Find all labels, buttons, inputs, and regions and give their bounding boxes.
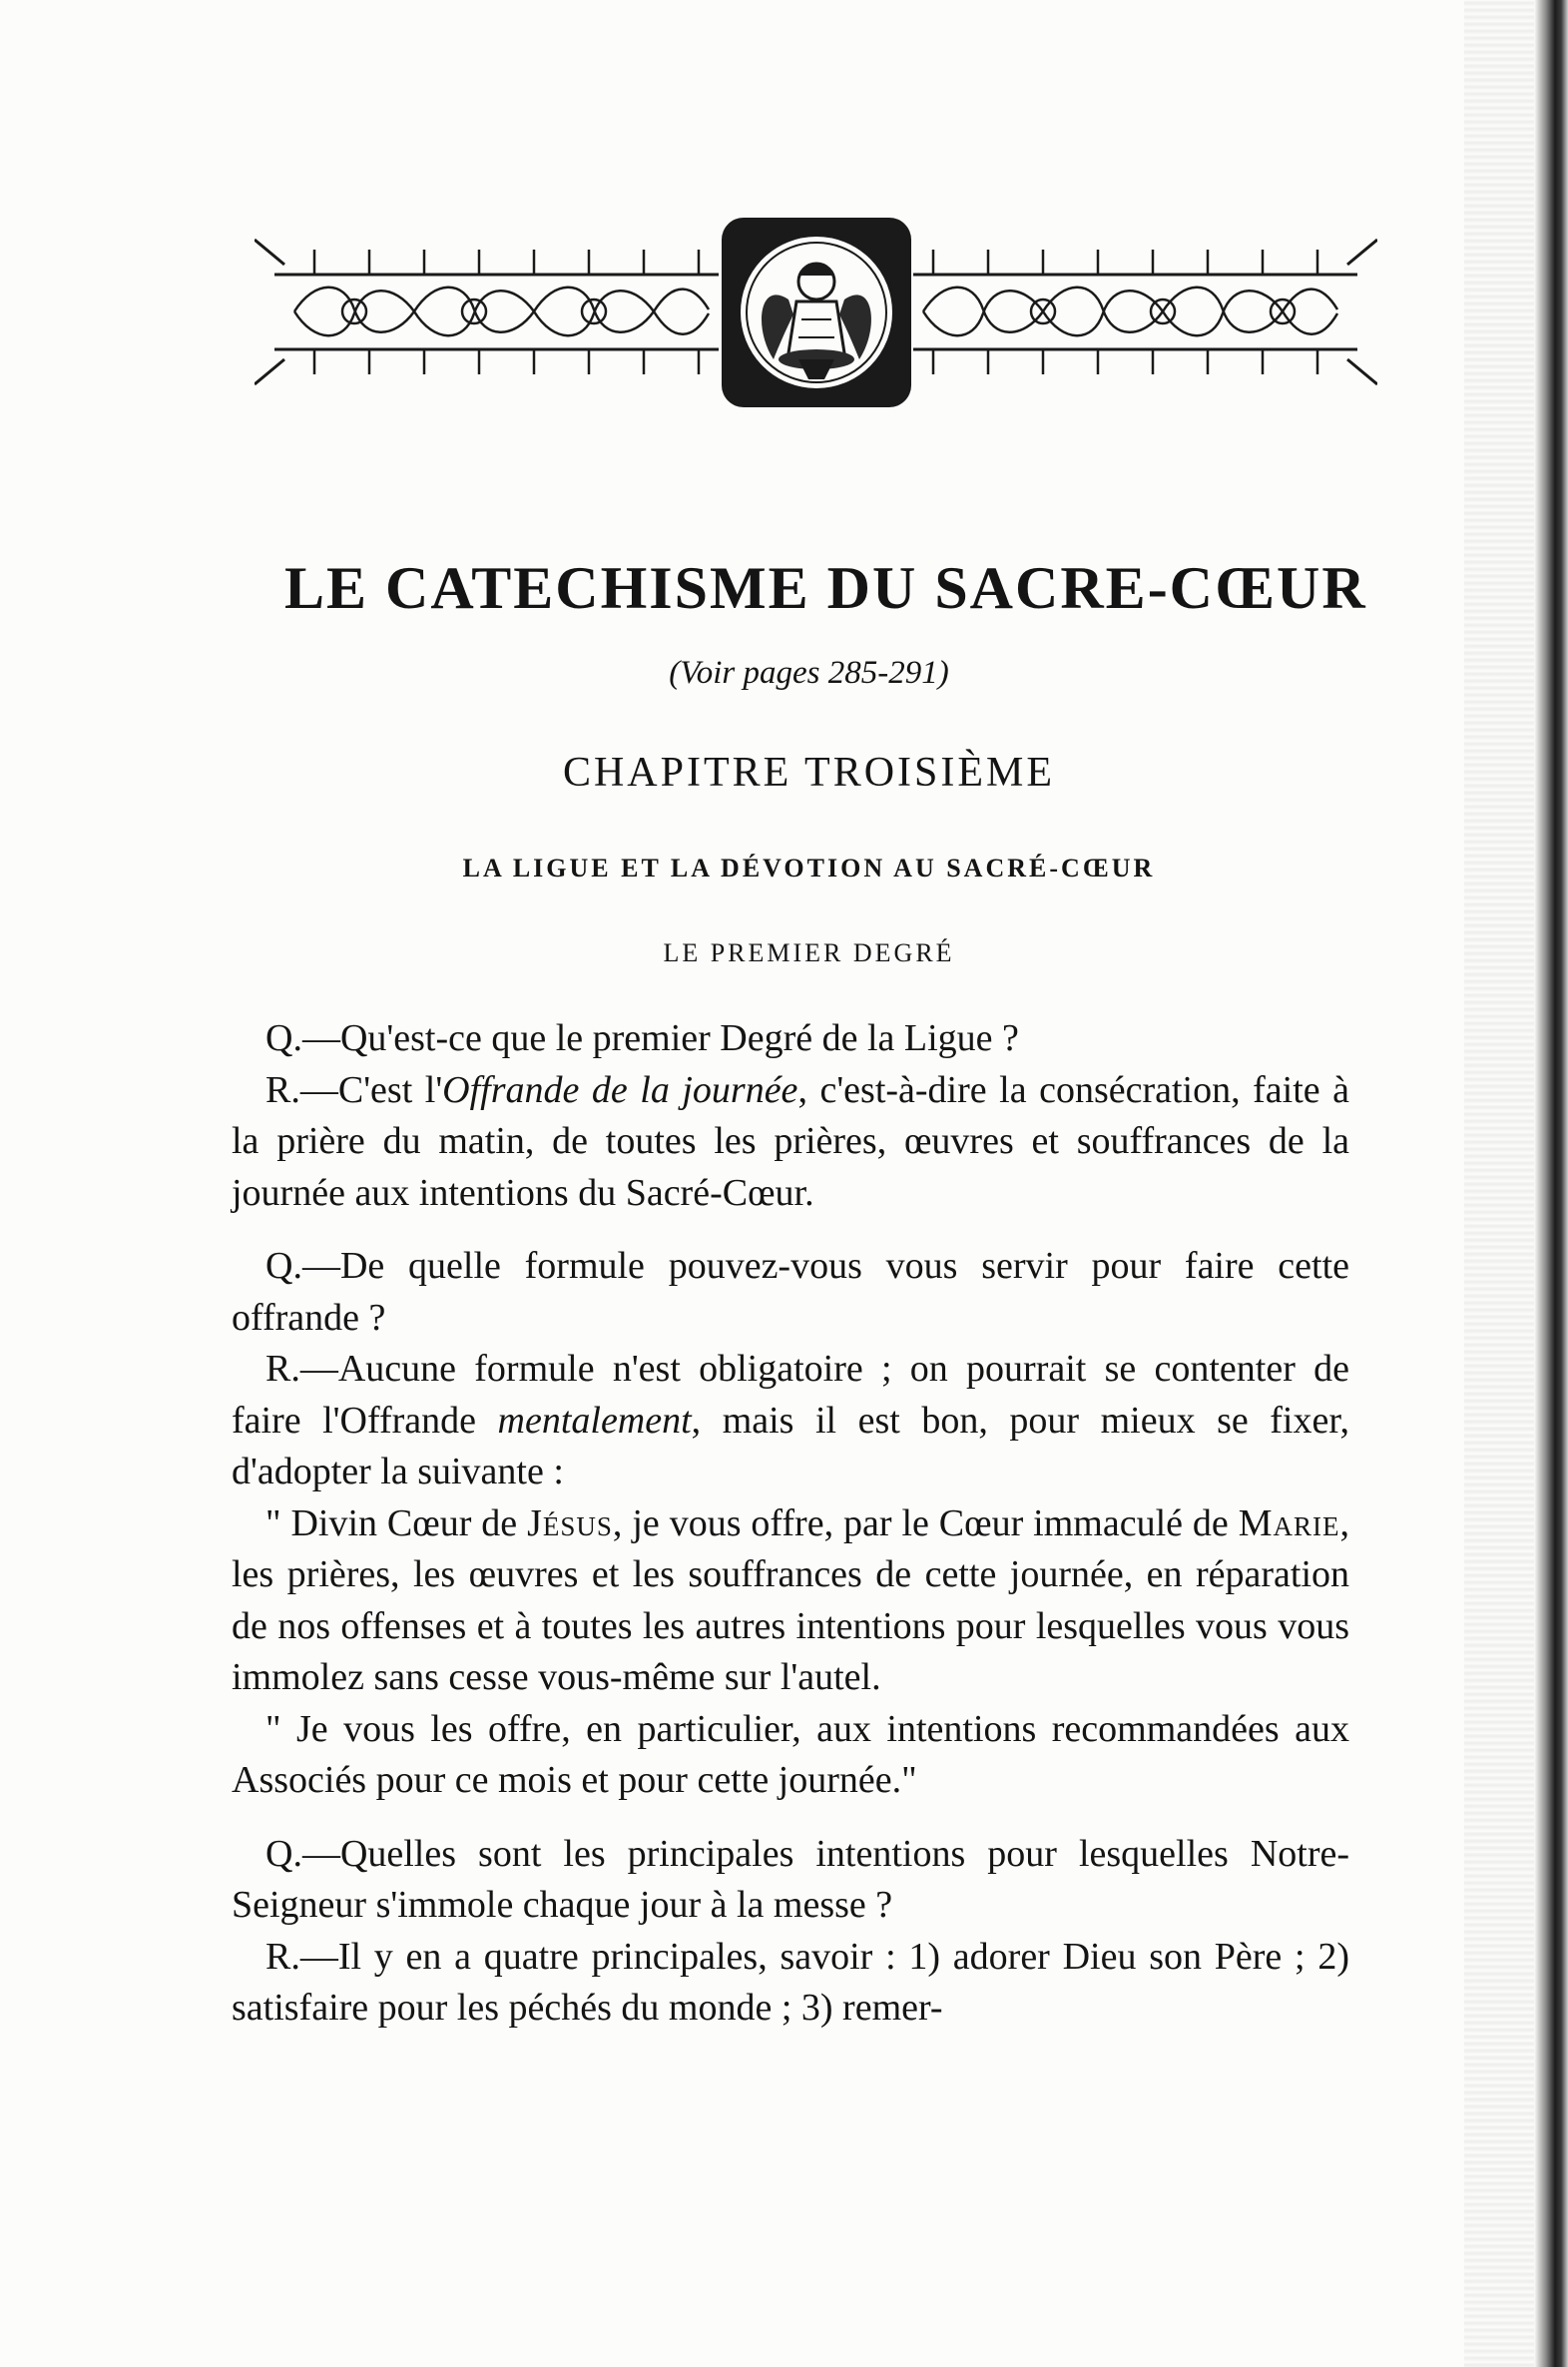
answer-paragraph: R.—Il y en a quatre principales, savoir : 1) adorer Dieu son Père ; 2) satisfaire pour les péchés du monde ; 3) remer- (232, 1935, 1349, 2029)
question-paragraph: Q.—Qu'est-ce que le premier Degré de la Ligue ? (265, 1017, 1019, 1059)
body-text (232, 1013, 1349, 2035)
answer-paragraph: R.—C'est l'Offrande de la journée, c'est-à-dire la consécration, faite à la prière du matin, de toutes les prières, œuvres et souffrances de la journée aux intentions du Sacré-Cœur. (232, 1068, 1349, 1214)
page-title: LE CATECHISME DU SACRE-CŒUR (284, 555, 1367, 621)
page-edge-shadow (1534, 0, 1568, 2367)
prayer-paragraph: " Divin Cœur de Jésus, je vous offre, par le Cœur immaculé de Marie, les prières, les œuvres et les souffrances de cette journée, en réparation de nos offenses et à toutes les autres intentions pour lesquelles vous vous immolez sans cesse vous-même sur l'autel. (232, 1501, 1350, 1698)
prayer-paragraph: " Je vous les offre, en particulier, aux intentions recommandées aux Associés pour ce mois et pour cette journée." (232, 1707, 1349, 1801)
question-paragraph: Q.—De quelle formule pouvez-vous vous servir pour faire cette offrande ? (232, 1245, 1349, 1339)
subsection-heading: LE PREMIER DEGRÉ (663, 938, 955, 967)
chapter-heading: CHAPITRE TROISIÈME (562, 750, 1056, 796)
page-edge-shadow-texture (1464, 0, 1534, 2367)
section-heading: LA LIGUE ET LA DÉVOTION AU SACRÉ-CŒUR (462, 854, 1156, 883)
ornamental-headpiece (255, 210, 1377, 414)
answer-paragraph: R.—Aucune formule n'est obligatoire ; on pourrait se contenter de faire l'Offrande mentalement, mais il est bon, pour mieux se fixer, d'adopter la suivante : (232, 1348, 1349, 1492)
page-reference: (Voir pages 285-291) (669, 655, 949, 691)
angel-medallion-icon (722, 218, 911, 407)
question-paragraph: Q.—Quelles sont les principales intentions pour lesquelles Notre-Seigneur s'immole chaque jour à la messe ? (232, 1832, 1349, 1926)
